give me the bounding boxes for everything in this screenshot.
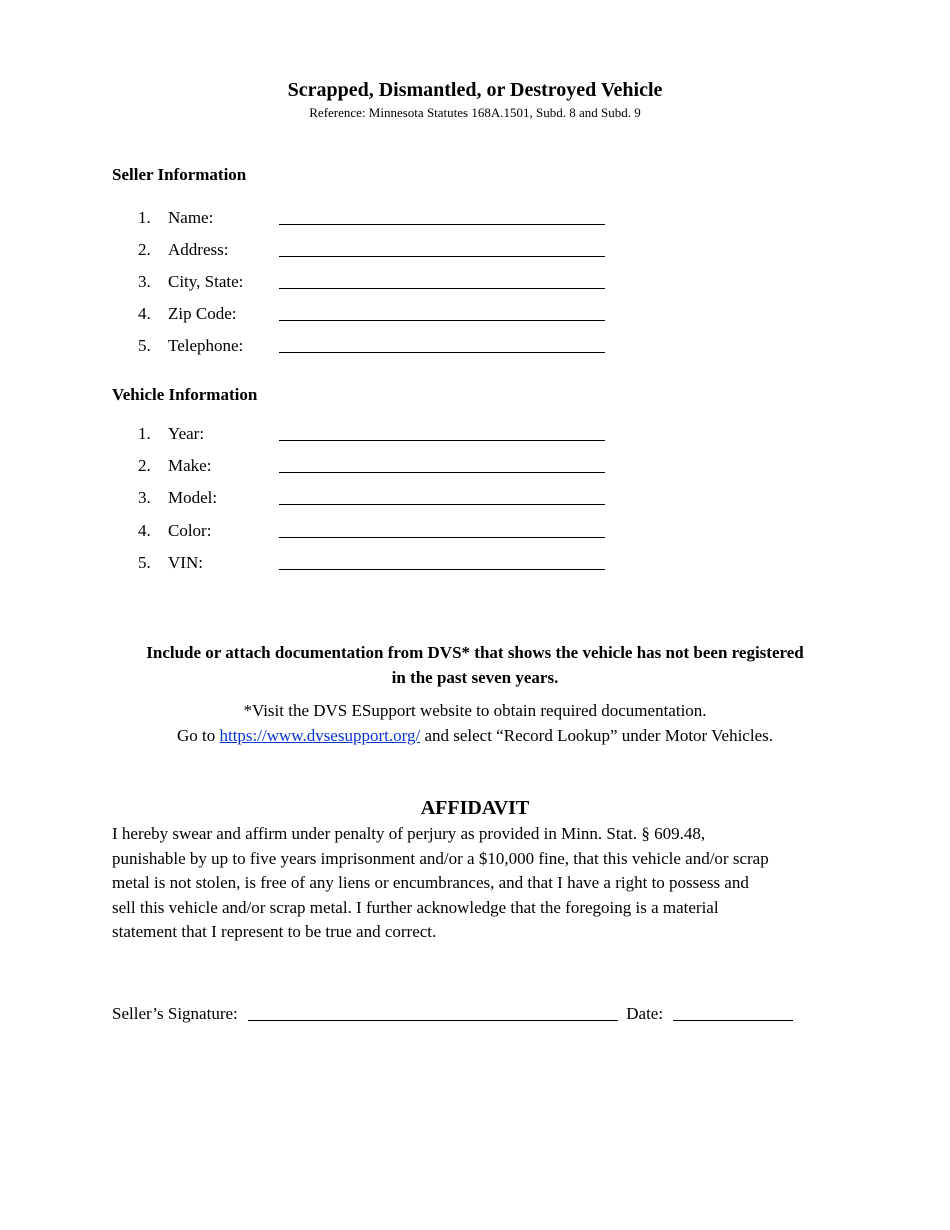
affidavit-line: punishable by up to five years imprisonment and/or a $10,000 fine, that this vehicle and/or scrap: [112, 848, 769, 868]
seller-zip-code-line[interactable]: [279, 320, 605, 321]
affidavit-heading: AFFIDAVIT: [420, 797, 530, 819]
field-number: 1.: [138, 208, 151, 227]
affidavit-line: statement that I represent to be true and correct.: [112, 922, 437, 942]
vehicle-make-line[interactable]: [279, 472, 605, 473]
signature-row: [112, 1003, 793, 1027]
field-number: 5.: [138, 336, 151, 355]
goto-suffix: and select “Record Lookup” under Motor Vehicles.: [420, 726, 773, 745]
page-title: Scrapped, Dismantled, or Destroyed Vehicle: [287, 79, 663, 101]
goto-prefix: Go to: [176, 726, 220, 745]
seller-city-state-line[interactable]: [279, 288, 605, 289]
dvs-esupport-link[interactable]: https://www.dvsesupport.org/: [219, 726, 421, 745]
field-label: Make:: [168, 456, 212, 475]
vehicle-vin-field: [138, 552, 618, 574]
visit-line: *Visit the DVS ESupport website to obtain required documentation.: [243, 701, 707, 720]
field-label: Zip Code:: [168, 304, 237, 323]
field-number: 3.: [138, 272, 151, 291]
field-label: Address:: [168, 240, 229, 259]
field-number: 2.: [138, 240, 151, 259]
seller-zip-code-field: [138, 303, 618, 325]
vehicle-model-field: [138, 487, 618, 509]
field-number: 4.: [138, 521, 151, 540]
seller-telephone-field: [138, 335, 618, 357]
seller-telephone-line[interactable]: [279, 352, 605, 353]
field-label: Telephone:: [168, 336, 244, 355]
field-number: 1.: [138, 424, 151, 443]
vehicle-color-line[interactable]: [279, 537, 605, 538]
field-number: 3.: [138, 488, 151, 507]
field-label: Model:: [168, 488, 218, 507]
dvs-visit-instructions: [100, 698, 850, 748]
vehicle-information-heading: Vehicle Information: [112, 385, 258, 404]
affidavit-line: sell this vehicle and/or scrap metal. I further acknowledge that the foregoing is a material: [112, 897, 719, 917]
statute-reference: Reference: Minnesota Statutes 168A.1501, Subd. 8 and Subd. 9: [309, 105, 641, 120]
field-label: City, State:: [168, 272, 244, 291]
vehicle-model-line[interactable]: [279, 504, 605, 505]
seller-information-heading: Seller Information: [112, 165, 247, 184]
notice-line-2: in the past seven years.: [391, 668, 559, 687]
vehicle-color-field: [138, 520, 618, 542]
signature-label: Seller’s Signature:: [112, 1004, 238, 1023]
affidavit-text: [112, 822, 847, 945]
date-label: Date:: [626, 1004, 664, 1023]
field-label: Year:: [168, 424, 205, 443]
vehicle-make-field: [138, 455, 618, 477]
field-label: VIN:: [168, 553, 203, 572]
seller-address-line[interactable]: [279, 256, 605, 257]
seller-name-field: [138, 207, 618, 229]
field-label: Name:: [168, 208, 214, 227]
seller-city-state-field: [138, 271, 618, 293]
signature-line[interactable]: [248, 1020, 618, 1021]
notice-line-1: Include or attach documentation from DVS* that shows the vehicle has not been registered: [146, 643, 804, 662]
documentation-notice: [100, 640, 850, 690]
field-number: 2.: [138, 456, 151, 475]
date-line[interactable]: [673, 1020, 793, 1021]
vehicle-year-field: [138, 423, 618, 445]
field-number: 5.: [138, 553, 151, 572]
affidavit-line: metal is not stolen, is free of any liens or encumbrances, and that I have a right to possess and: [112, 873, 749, 893]
vehicle-vin-line[interactable]: [279, 569, 605, 570]
seller-address-field: [138, 239, 618, 261]
field-label: Color:: [168, 521, 212, 540]
affidavit-line: I hereby swear and affirm under penalty of perjury as provided in Minn. Stat. § 609.48,: [112, 824, 706, 843]
seller-name-line[interactable]: [279, 224, 605, 225]
vehicle-year-line[interactable]: [279, 440, 605, 441]
goto-line: [100, 723, 850, 748]
field-number: 4.: [138, 304, 151, 323]
